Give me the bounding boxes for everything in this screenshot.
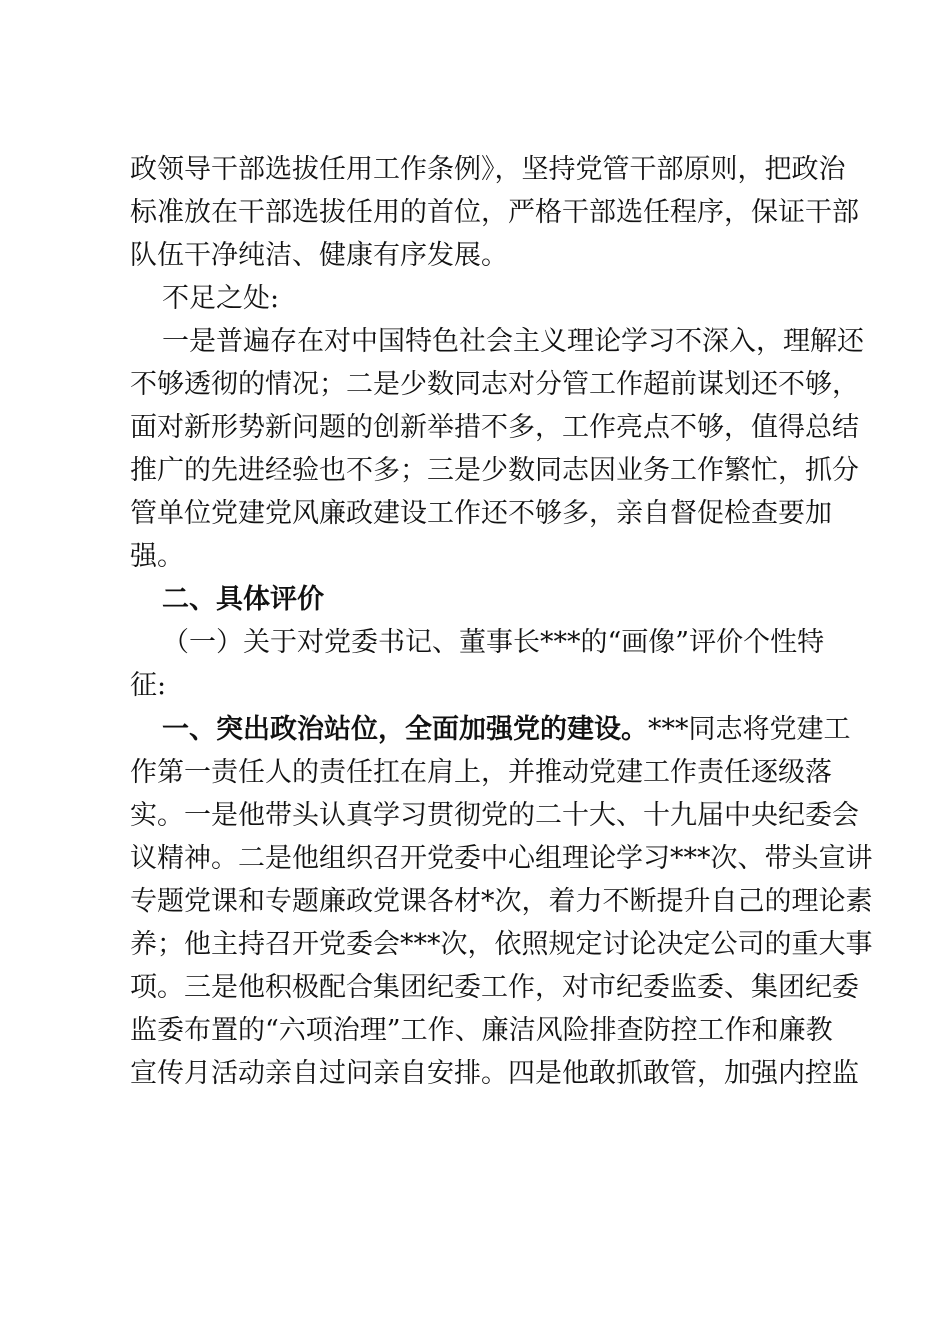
text-line — [162, 579, 816, 621]
body-text: 一是普遍存在对中国特色社会主义理论学习不深入，理解还 — [162, 326, 864, 357]
body-text: 队伍干净纯洁、健康有序发展。 — [130, 240, 508, 271]
body-text: 管单位党建党风廉政建设工作还不够多，亲自督促检查要加 — [130, 498, 832, 529]
text-line — [130, 795, 859, 837]
bold-heading-text: 一、突出政治站位，全面加强党的建设。 — [162, 714, 648, 745]
body-text: 推广的先进经验也不多；三是少数同志因业务工作繁忙，抓分 — [130, 455, 859, 486]
text-line — [130, 450, 859, 492]
text-line — [130, 881, 873, 923]
text-line — [130, 364, 859, 406]
text-line — [130, 752, 832, 794]
text-line — [130, 838, 873, 880]
text-line — [130, 536, 816, 578]
text-line — [162, 622, 825, 664]
text-line — [130, 1053, 859, 1095]
body-text: 标准放在干部选拔任用的首位，严格干部选任程序，保证干部 — [130, 197, 859, 228]
body-text: 实。一是他带头认真学习贯彻党的二十大、十九届中央纪委会 — [130, 800, 859, 831]
text-line — [130, 924, 873, 966]
body-text: 宣传月活动亲自过问亲自安排。四是他敢抓敢管，加强内控监 — [130, 1058, 859, 1089]
text-line — [130, 967, 859, 1009]
body-text: 不足之处: — [162, 283, 280, 314]
text-line — [162, 278, 816, 320]
text-line — [162, 321, 864, 363]
text-line — [130, 1010, 833, 1052]
bold-heading-text: 二、具体评价 — [162, 584, 324, 615]
body-text: 养；他主持召开党委会***次，依照规定讨论决定公司的重大事 — [130, 929, 873, 960]
body-text: 强。 — [130, 541, 184, 572]
body-text: ***同志将党建工 — [648, 714, 851, 745]
body-text: 不够透彻的情况；二是少数同志对分管工作超前谋划还不够， — [130, 369, 859, 400]
body-text: 议精神。二是他组织召开党委中心组理论学习***次、带头宣讲 — [130, 843, 873, 874]
text-line — [130, 493, 832, 535]
text-line — [130, 407, 859, 449]
body-text: 监委布置的“六项治理”工作、廉洁风险排查防控工作和廉教 — [130, 1015, 833, 1046]
text-line — [162, 709, 851, 751]
body-text: （一）关于对党委书记、董事长***的“画像”评价个性特 — [162, 627, 825, 658]
body-text: 政领导干部选拔任用工作条例》，坚持党管干部原则，把政治 — [130, 154, 846, 185]
text-line — [130, 665, 816, 707]
body-text: 征: — [130, 670, 167, 701]
body-text: 面对新形势新问题的创新举措不多，工作亮点不够，值得总结 — [130, 412, 859, 443]
body-text: 作第一责任人的责任扛在肩上，并推动党建工作责任逐级落 — [130, 757, 832, 788]
text-line — [130, 235, 816, 277]
body-text: 项。三是他积极配合集团纪委工作，对市纪委监委、集团纪委 — [130, 972, 859, 1003]
text-line — [130, 192, 859, 234]
text-line — [130, 149, 846, 191]
body-text: 专题党课和专题廉政党课各材*次，着力不断提升自己的理论素 — [130, 886, 873, 917]
